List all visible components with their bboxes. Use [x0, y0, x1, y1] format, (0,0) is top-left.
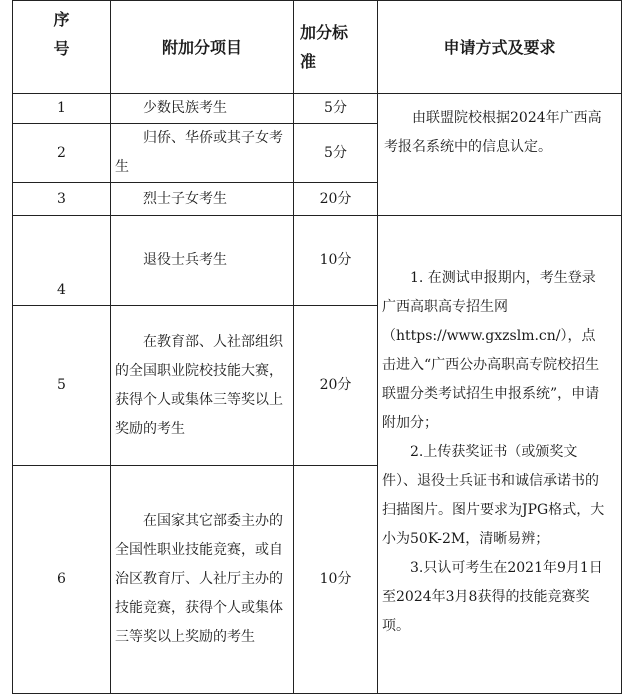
row-score: 20分 [294, 306, 378, 466]
row-item [111, 466, 294, 694]
row-score: 10分 [294, 216, 378, 306]
row-seq: 4 [13, 216, 111, 306]
row-seq: 3 [13, 183, 111, 216]
method-step-2: 2.上传获奖证书（或颁奖文件）、退役士兵证书和诚信承诺书的扫描图片。图片要求为JPG格式，大小为50K-2M，清晰易辨； [382, 444, 605, 547]
header-score [294, 1, 378, 94]
row-item [111, 216, 294, 306]
row-item-text: 归侨、华侨或其子女考生 [115, 130, 283, 175]
row-score: 5分 [294, 94, 378, 124]
bonus-points-table [12, 0, 622, 694]
row-seq: 6 [13, 466, 111, 694]
row-score: 20分 [294, 183, 378, 216]
row-item-text: 在国家其它部委主办的全国性职业技能竞赛，或自治区教育厅、人社厅主办的技能竞赛，获得个人或集体三等奖以上奖励的考生 [115, 513, 283, 645]
row-item [111, 124, 294, 183]
row-seq: 5 [13, 306, 111, 466]
row-item [111, 94, 294, 124]
table-row [13, 216, 622, 306]
header-score-line1: 加分标 [300, 23, 349, 42]
row-item-text: 少数民族考生 [143, 100, 227, 116]
row-item-text: 烈士子女考生 [143, 190, 227, 207]
method-group-1: 由联盟院校根据2024年广西高考报名系统中的信息认定。 [378, 94, 622, 216]
header-seq [13, 1, 111, 94]
table-row [13, 94, 622, 124]
method-group-2 [378, 216, 622, 694]
header-seq-line2: 号 [53, 39, 70, 58]
header-seq-line1: 序 [53, 10, 70, 29]
method-step-1: 1. 在测试申报期内，考生登录广西高职高专招生网（https://www.gxzslm.cn/），点击进入“广西公办高职高专院校招生联盟分类考试招生申报系统”，申请附加分； [382, 270, 600, 431]
header-score-line2: 准 [300, 52, 317, 71]
row-seq: 1 [13, 94, 111, 124]
header-item: 附加分项目 [111, 1, 294, 94]
row-item-text: 退役士兵考生 [143, 252, 227, 268]
table-header-row [13, 1, 622, 94]
row-seq: 2 [13, 124, 111, 183]
row-score: 5分 [294, 124, 378, 183]
row-score: 10分 [294, 466, 378, 694]
row-item [111, 183, 294, 216]
row-item [111, 306, 294, 466]
row-item-text: 在教育部、人社部组织的全国职业院校技能大赛，获得个人或集体三等奖以上奖励的考生 [115, 333, 283, 437]
header-method: 申请方式及要求 [378, 1, 622, 94]
method-step-3: 3.只认可考生在2021年9月1日至2024年3月8获得的技能竞赛奖项。 [382, 560, 603, 634]
